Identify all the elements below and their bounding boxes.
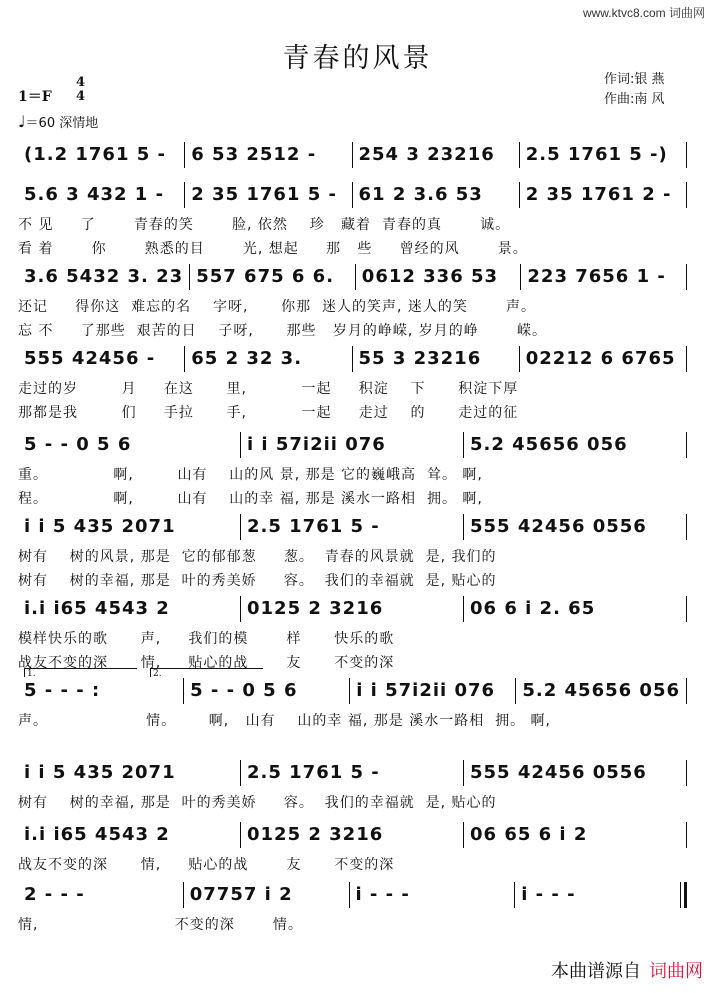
- final-barline: [680, 882, 687, 908]
- measure: 61 2 3.6 53: [358, 184, 483, 205]
- notation-line: [18, 758, 687, 786]
- measure: 254 3 23216: [358, 144, 495, 165]
- measure: 5 - - 0 5 6: [190, 680, 298, 701]
- lyric-line: 树有 树的风景, 那是 它的郁郁葱 葱。 青春的风景就 是, 我们的: [18, 549, 497, 565]
- measure: 6 53 2512 -: [191, 144, 317, 165]
- site-url[interactable]: www.ktvc8.com 词曲网: [582, 6, 705, 20]
- lyric-line: 看 着 你 熟悉的目 光, 想起 那 些 曾经的风 景。: [18, 241, 528, 257]
- measure: 07757 i 2: [189, 884, 293, 905]
- measure: i i 57i2ii 076: [356, 680, 496, 701]
- barline: [686, 432, 687, 458]
- quarter-note-icon: ♩: [18, 112, 26, 131]
- measure: 0125 2 3216: [247, 824, 384, 845]
- watermark-right[interactable]: 词曲网: [649, 961, 703, 982]
- time-signature: [76, 76, 85, 104]
- measure: 0612 336 53: [361, 266, 499, 287]
- watermark-left: 本曲谱源自: [551, 961, 641, 982]
- barline: [686, 760, 687, 786]
- measure: i - - -: [521, 884, 576, 905]
- barline: [686, 678, 687, 704]
- measure: 2 - - -: [24, 884, 85, 905]
- lyric-line: 战友不变的深 情, 贴心的战 友 不变的深: [18, 655, 395, 671]
- notation-line: [18, 344, 687, 372]
- measure: 557 675 6 6.: [196, 266, 335, 287]
- notation-line: [18, 594, 687, 622]
- composer: 作曲:南 风: [604, 92, 665, 107]
- notation-line: [18, 880, 687, 908]
- barline: [686, 514, 687, 540]
- measure: 5 - - 0 5 6: [24, 434, 132, 455]
- measure: 5.2 45656 056: [470, 434, 628, 455]
- notation-line: [18, 512, 687, 540]
- lyric-line: 那都是我 们 手拉 手, 一起 走过 的 走过的征: [18, 405, 519, 421]
- barline: [686, 596, 687, 622]
- key-signature: 1＝F: [18, 89, 52, 105]
- lyricist: 作词:银 燕: [604, 72, 665, 87]
- tempo-text: ＝60 深情地: [25, 116, 99, 131]
- lyric-line: 还记 得你这 难忘的名 字呀, 你那 迷人的笑声, 迷人的笑 声。: [18, 299, 537, 315]
- measure: 2 35 1761 5 -: [191, 184, 337, 205]
- barline: [686, 822, 687, 848]
- measure: 2 35 1761 2 -: [525, 184, 672, 205]
- measure: 2.5 1761 5 -): [525, 144, 668, 165]
- barline: [686, 264, 687, 290]
- measure: 555 42456 0556: [470, 516, 647, 537]
- notation-line: [18, 262, 687, 290]
- notation-line: [18, 820, 687, 848]
- credits: [604, 70, 665, 110]
- lyric-line: 程。 啊, 山有 山的幸 福, 那是 溪水一路相 拥。 啊,: [18, 491, 483, 507]
- lyric-line: 不 见 了 青春的笑 脸, 依然 珍 藏着 青春的真 诚。: [18, 217, 511, 233]
- volta-second: 2.: [150, 668, 263, 677]
- measure: 3.6 5432 3. 23: [24, 266, 184, 287]
- volta-first: 1.: [24, 668, 137, 677]
- measure: 555 42456 0556: [470, 762, 647, 783]
- lyric-line: 情, 不变的深 情。: [18, 917, 303, 933]
- lyric-line: 树有 树的幸福, 那是 叶的秀美娇 容。 我们的幸福就 是, 贴心的: [18, 573, 497, 589]
- measure: 02212 6 6765: [525, 348, 676, 369]
- lyric-line: 声。 情。 啊, 山有 山的幸 福, 那是 溪水一路相 拥。 啊,: [18, 713, 552, 729]
- notation-line: [18, 430, 687, 458]
- lyric-line: 战友不变的深 情, 贴心的战 友 不变的深: [18, 857, 395, 873]
- measure: i - - -: [355, 884, 410, 905]
- song-title: 青春的风景: [282, 43, 433, 74]
- measure: 06 65 6 i 2: [470, 824, 588, 845]
- measure: i i 5 435 2071: [24, 762, 176, 783]
- notation-line: [18, 140, 687, 168]
- watermark: [551, 957, 703, 983]
- measure: 65 2 32 3.: [191, 348, 303, 369]
- barline: [686, 142, 687, 168]
- measure: i.i i65 4543 2: [24, 598, 170, 619]
- barline: [686, 346, 687, 372]
- measure: 223 7656 1 -: [527, 266, 666, 287]
- notation-line: [18, 180, 687, 208]
- measure: i i 57i2ii 076: [247, 434, 386, 455]
- measure: 5.2 45656 056: [522, 680, 680, 701]
- measure: 55 3 23216: [358, 348, 482, 369]
- lyric-line: 走过的岁 月 在这 里, 一起 积淀 下 积淀下厚: [18, 381, 519, 397]
- lyric-line: 重。 啊, 山有 山的风 景, 那是 它的巍峨高 耸。 啊,: [18, 467, 483, 483]
- measure: 555 42456 -: [24, 348, 156, 369]
- barline: [686, 182, 687, 208]
- tempo-marking: [18, 112, 98, 131]
- measure: 2.5 1761 5 -: [247, 762, 380, 783]
- measure: 2.5 1761 5 -: [247, 516, 380, 537]
- lyric-line: 忘 不 了那些 艰苦的日 子呀, 那些 岁月的峥嵘, 岁月的峥 嵘。: [18, 323, 547, 339]
- lyric-line: 模样快乐的歌 声, 我们的模 样 快乐的歌: [18, 631, 395, 647]
- measure: 0125 2 3216: [247, 598, 384, 619]
- measure: i.i i65 4543 2: [24, 824, 170, 845]
- measure: (1.2 1761 5 -: [24, 144, 167, 165]
- lyric-line: 树有 树的幸福, 那是 叶的秀美娇 容。 我们的幸福就 是, 贴心的: [18, 795, 497, 811]
- measure: 5 - - - :: [24, 680, 101, 701]
- meter-top: 4: [76, 75, 86, 90]
- measure: 5.6 3 432 1 -: [24, 184, 165, 205]
- measure: i i 5 435 2071: [24, 516, 176, 537]
- meter-bottom: 4: [76, 89, 86, 104]
- notation-line: [18, 676, 687, 704]
- measure: 06 6 i 2. 65: [470, 598, 596, 619]
